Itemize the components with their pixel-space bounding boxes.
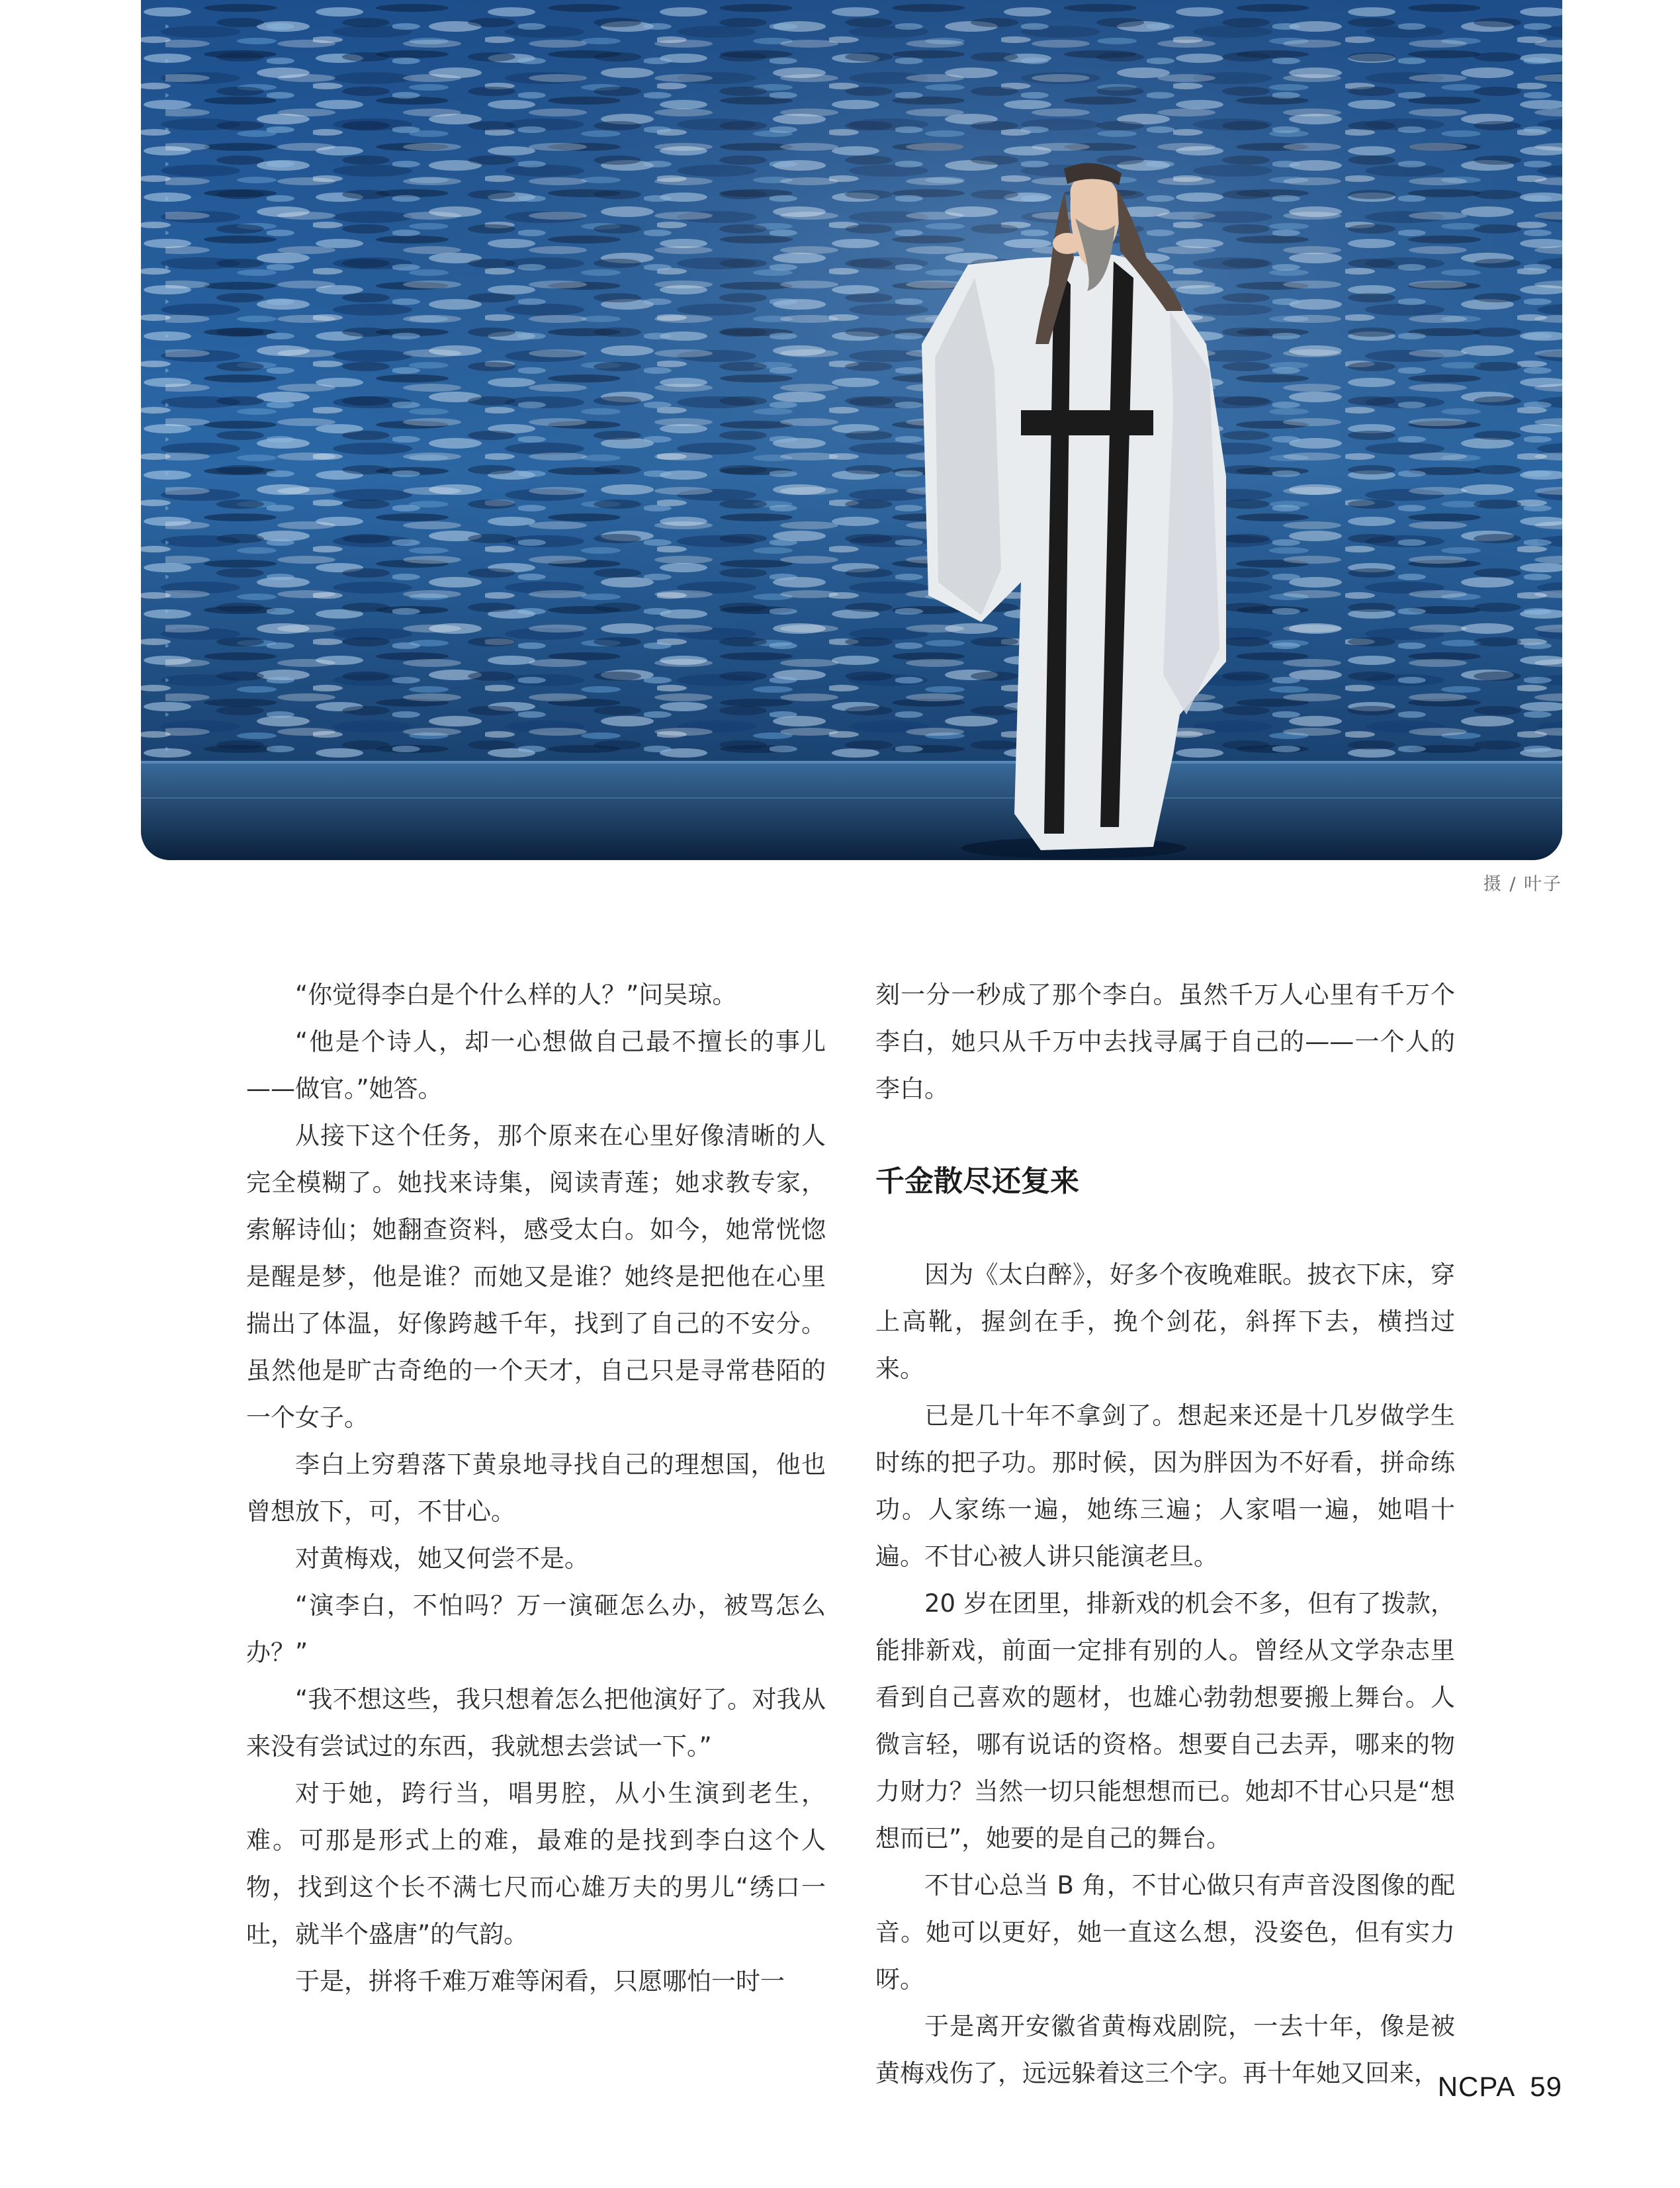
right-text-column [875,971,1455,2097]
paragraph: 因为《太白醉》，好多个夜晚难眠。披衣下床，穿上高靴，握剑在手，挽个剑花，斜挥下去，横挡过来。 [875,1260,1455,1383]
left-text-column [246,971,826,2005]
paragraph: 已是几十年不拿剑了。想起来还是十几岁做学生时练的把子功。那时候，因为胖因为不好看，拼命练功。人家练一遍，她练三遍；人家唱一遍，她唱十遍。不甘心被人讲只能演老旦。 [875,1401,1455,1571]
photo-credit: 摄 / 叶子 [1483,874,1562,895]
stage-performer-photo [141,0,1562,860]
paragraph: 不甘心总当 B 角，不甘心做只有声音没图像的配音。她可以更好，她一直这么想，没姿色，但有实力呀。 [875,1871,1455,1993]
section-heading: 千金散尽还复来 [875,1164,1079,1198]
paragraph: 对黄梅戏，她又何尝不是。 [295,1544,589,1573]
paragraph: “演李白，不怕吗？万一演砸怎么办，被骂怎么办？” [246,1591,826,1667]
paragraph: 20 岁在团里，排新戏的机会不多，但有了拨款，能排新戏，前面一定排有别的人。曾经从文学杂志里看到自己喜欢的题材，也雄心勃勃想要搬上舞台。人微言轻，哪有说话的资格。想要自己去弄，哪来的物力财力？当然一切只能想想而已。她却不甘心只是“想想而已”，她要的是自己的舞台。 [875,1589,1455,1853]
paragraph: 于是离开安徽省黄梅戏剧院，一去十年，像是被黄梅戏伤了，远远躲着这三个字。再十年她又回来， [875,2012,1455,2087]
paragraph: 于是，拼将千难万难等闲看，只愿哪怕一时一 [295,1967,785,1995]
paragraph: “你觉得李白是个什么样的人？”问吴琼。 [295,981,737,1009]
paragraph: 李白上穷碧落下黄泉地寻找自己的理想国，他也曾想放下，可，不甘心。 [246,1450,826,1526]
page-folio [1438,2071,1562,2103]
magazine-name: NCPA [1437,2071,1516,2102]
paragraph-continued: 刻一分一秒成了那个李白。虽然千万人心里有千万个李白，她只从千万中去找寻属于自己的——一个人的李白。 [875,981,1455,1103]
paragraph: “我不想这些，我只想着怎么把他演好了。对我从来没有尝试过的东西，我就想去尝试一下。” [246,1685,826,1761]
paragraph: “他是个诗人，却一心想做自己最不擅长的事儿——做官。”她答。 [246,1028,826,1103]
page-number: 59 [1530,2071,1562,2102]
paragraph: 从接下这个任务，那个原来在心里好像清晰的人完全模糊了。她找来诗集，阅读青莲；她求教专家，索解诗仙；她翻查资料，感受太白。如今，她常恍惚是醒是梦，他是谁？而她又是谁？她终是把他在心里揣出了体温，好像跨越千年，找到了自己的不安分。虽然他是旷古奇绝的一个天才，自己只是寻常巷陌的一个女子。 [246,1121,826,1432]
paragraph: 对于她，跨行当，唱男腔，从小生演到老生，难。可那是形式上的难，最难的是找到李白这个人物，找到这个长不满七尺而心雄万夫的男儿“绣口一吐，就半个盛唐”的气韵。 [246,1779,826,1948]
hero-photo [141,0,1562,860]
